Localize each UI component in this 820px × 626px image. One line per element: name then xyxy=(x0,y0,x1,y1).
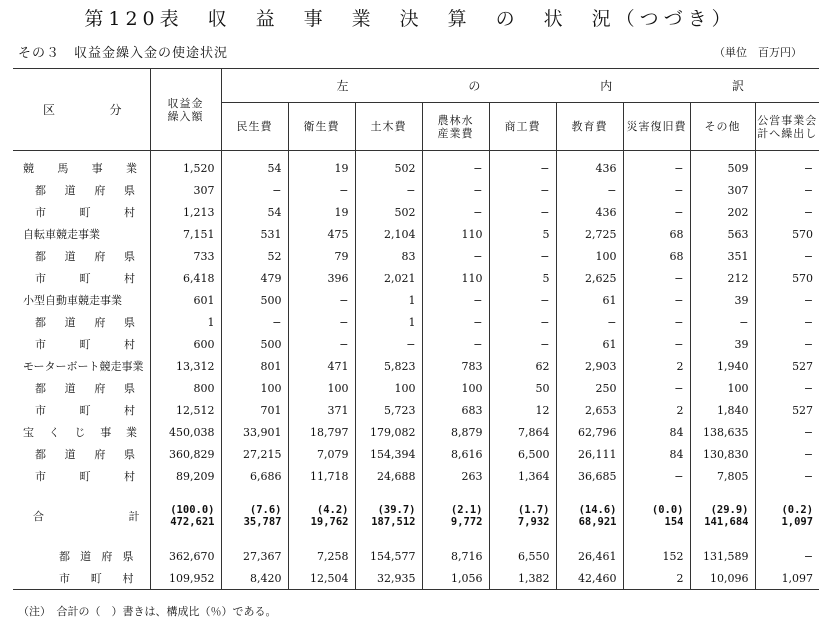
cell-value: − xyxy=(623,267,690,289)
table-row xyxy=(13,443,819,465)
row-label: 自転車競走事業 xyxy=(23,228,100,241)
cell-value: 26,111 xyxy=(556,443,623,465)
cell-value: 2,903 xyxy=(556,355,623,377)
row-label: 小型自動車競走事業 xyxy=(23,294,122,307)
cell-value: 50 xyxy=(489,377,556,399)
row-label: 都 道 府 県 xyxy=(35,382,135,395)
cell-value: − xyxy=(489,151,556,180)
total-value: 1,097 xyxy=(781,516,814,528)
cell-value: 5,823 xyxy=(355,355,422,377)
table-row xyxy=(13,201,819,223)
cell-value: 570 xyxy=(755,267,819,289)
cell-value: 6,686 xyxy=(221,465,288,487)
cell-value: − xyxy=(422,289,489,311)
cell-value: 2,104 xyxy=(355,223,422,245)
total-cell xyxy=(422,487,489,545)
cell-value: 2,625 xyxy=(556,267,623,289)
cell-value: 701 xyxy=(221,399,288,421)
cell-value: 600 xyxy=(150,333,221,355)
ratio-value: (0.0) xyxy=(651,504,684,516)
cell-value: − xyxy=(221,179,288,201)
cell-value: 61 xyxy=(556,289,623,311)
cell-value: − xyxy=(489,289,556,311)
ratio-value: (0.2) xyxy=(781,504,814,516)
cell-value: 19 xyxy=(288,201,355,223)
table-row xyxy=(13,333,819,355)
row-label: モーターボート競走事業 xyxy=(23,360,144,373)
cell-value: 179,082 xyxy=(355,421,422,443)
cell-value: 527 xyxy=(755,399,819,421)
table-title: 第120表 収 益 事 業 決 算 の 状 況（つづき） xyxy=(84,8,736,30)
cell-value: 527 xyxy=(755,355,819,377)
cell-value: 563 xyxy=(690,223,755,245)
cell-value: − xyxy=(489,179,556,201)
cell-value: − xyxy=(556,311,623,333)
cell-value: − xyxy=(556,179,623,201)
ratio-value: (14.6) xyxy=(578,504,617,516)
cell-value: − xyxy=(355,179,422,201)
cell-value: 2,725 xyxy=(556,223,623,245)
ratio-value: (29.9) xyxy=(710,504,749,516)
cell-value: 154,577 xyxy=(355,545,422,567)
row-label: 都 道 府 県 xyxy=(35,250,135,263)
ratio-value: (39.7) xyxy=(377,504,416,516)
row-label: 競 馬 事 業 xyxy=(23,162,137,175)
cell-value: − xyxy=(755,245,819,267)
table-row xyxy=(13,245,819,267)
table-row xyxy=(13,377,819,399)
column-header: 教育費 xyxy=(556,103,623,151)
total-value: 68,921 xyxy=(578,516,617,528)
cell-value: − xyxy=(623,201,690,223)
cell-value: 100 xyxy=(288,377,355,399)
cell-value: 250 xyxy=(556,377,623,399)
column-header: 公営事業会 計へ繰出し xyxy=(755,103,819,151)
total-value: 141,684 xyxy=(704,516,749,528)
cell-value: 683 xyxy=(422,399,489,421)
total-value: 187,512 xyxy=(371,516,416,528)
cell-value: − xyxy=(422,245,489,267)
cell-value: 601 xyxy=(150,289,221,311)
cell-value: 100 xyxy=(422,377,489,399)
cell-value: 68 xyxy=(623,223,690,245)
ratio-value: (7.6) xyxy=(249,504,282,516)
table-row xyxy=(13,311,819,333)
cell-value: − xyxy=(755,333,819,355)
cell-value: 109,952 xyxy=(150,567,221,590)
cell-value: − xyxy=(422,333,489,355)
total-value: 9,772 xyxy=(450,516,483,528)
cell-value: 471 xyxy=(288,355,355,377)
cell-value: 263 xyxy=(422,465,489,487)
total-row xyxy=(13,487,819,545)
cell-value: 436 xyxy=(556,201,623,223)
header-breakdown: 左 の 内 訳 xyxy=(221,69,819,103)
table-row xyxy=(13,267,819,289)
cell-value: − xyxy=(755,151,819,180)
cell-value: 5 xyxy=(489,223,556,245)
cell-value: 83 xyxy=(355,245,422,267)
cell-value: − xyxy=(422,179,489,201)
cell-value: 8,420 xyxy=(221,567,288,590)
cell-value: 39 xyxy=(690,333,755,355)
cell-value: 12,504 xyxy=(288,567,355,590)
total-cell xyxy=(690,487,755,545)
cell-value: − xyxy=(623,289,690,311)
cell-value: 39 xyxy=(690,289,755,311)
cell-value: 54 xyxy=(221,201,288,223)
cell-value: 531 xyxy=(221,223,288,245)
cell-value: 436 xyxy=(556,151,623,180)
unit-label: （単位 百万円） xyxy=(714,46,802,59)
cell-value: 54 xyxy=(221,151,288,180)
cell-value: 32,935 xyxy=(355,567,422,590)
cell-value: − xyxy=(623,311,690,333)
cell-value: 8,716 xyxy=(422,545,489,567)
table-row xyxy=(13,289,819,311)
cell-value: 450,038 xyxy=(150,421,221,443)
cell-value: 479 xyxy=(221,267,288,289)
row-label: 市 町 村 xyxy=(35,338,135,351)
header-revenue: 収益金 繰入額 xyxy=(150,69,221,151)
cell-value: 138,635 xyxy=(690,421,755,443)
cell-value: 79 xyxy=(288,245,355,267)
cell-value: − xyxy=(489,245,556,267)
table-row xyxy=(13,151,819,180)
cell-value: 10,096 xyxy=(690,567,755,590)
cell-value: 8,616 xyxy=(422,443,489,465)
cell-value: 500 xyxy=(221,333,288,355)
cell-value: 502 xyxy=(355,201,422,223)
cell-value: − xyxy=(690,311,755,333)
cell-value: − xyxy=(623,179,690,201)
column-header: 災害復旧費 xyxy=(623,103,690,151)
cell-value: 62,796 xyxy=(556,421,623,443)
total-value: 154 xyxy=(664,516,684,528)
cell-value: 84 xyxy=(623,421,690,443)
cell-value: 84 xyxy=(623,443,690,465)
cell-value: 26,461 xyxy=(556,545,623,567)
ratio-value: (100.0) xyxy=(170,504,215,516)
row-label: 都 道 府 県 xyxy=(35,184,135,197)
total-cell xyxy=(288,487,355,545)
table-body xyxy=(13,151,819,590)
data-table xyxy=(13,68,819,590)
cell-value: − xyxy=(422,201,489,223)
row-label: 都 道 府 県 xyxy=(59,550,134,563)
cell-value: − xyxy=(489,333,556,355)
cell-value: − xyxy=(288,333,355,355)
cell-value: 33,901 xyxy=(221,421,288,443)
cell-value: 1 xyxy=(355,311,422,333)
table-row xyxy=(13,179,819,201)
total-cell xyxy=(355,487,422,545)
cell-value: 1,213 xyxy=(150,201,221,223)
cell-value: − xyxy=(288,289,355,311)
cell-value: 1,364 xyxy=(489,465,556,487)
cell-value: 5,723 xyxy=(355,399,422,421)
cell-value: − xyxy=(422,151,489,180)
row-label: 市 町 村 xyxy=(13,567,150,590)
cell-value: 1,097 xyxy=(755,567,819,590)
cell-value: 1 xyxy=(150,311,221,333)
ratio-value: (2.1) xyxy=(450,504,483,516)
cell-value: 7,079 xyxy=(288,443,355,465)
total-value: 19,762 xyxy=(310,516,349,528)
cell-value: 27,367 xyxy=(221,545,288,567)
total-cell xyxy=(150,487,221,545)
cell-value: − xyxy=(755,289,819,311)
cell-value: 100 xyxy=(690,377,755,399)
table-row xyxy=(13,355,819,377)
cell-value: 36,685 xyxy=(556,465,623,487)
cell-value: − xyxy=(623,333,690,355)
column-header: 農林水 産業費 xyxy=(422,103,489,151)
ratio-value: (4.2) xyxy=(316,504,349,516)
cell-value: 351 xyxy=(690,245,755,267)
cell-value: 12 xyxy=(489,399,556,421)
cell-value: 502 xyxy=(355,151,422,180)
cell-value: 2 xyxy=(623,355,690,377)
cell-value: 89,209 xyxy=(150,465,221,487)
cell-value: 1,840 xyxy=(690,399,755,421)
cell-value: 475 xyxy=(288,223,355,245)
cell-value: − xyxy=(755,377,819,399)
cell-value: 2,021 xyxy=(355,267,422,289)
row-label: 宝 く じ 事 業 xyxy=(23,426,137,439)
cell-value: 19 xyxy=(288,151,355,180)
row-label: 市 町 村 xyxy=(35,470,135,483)
cell-value: − xyxy=(755,421,819,443)
cell-value: − xyxy=(355,333,422,355)
column-header: 衛生費 xyxy=(288,103,355,151)
cell-value: − xyxy=(755,311,819,333)
cell-value: 8,879 xyxy=(422,421,489,443)
row-label: 市 町 村 xyxy=(35,404,135,417)
cell-value: 360,829 xyxy=(150,443,221,465)
cell-value: − xyxy=(288,179,355,201)
cell-value: 13,312 xyxy=(150,355,221,377)
cell-value: 2,653 xyxy=(556,399,623,421)
row-label: 都 道 府 県 xyxy=(35,316,135,329)
cell-value: 42,460 xyxy=(556,567,623,590)
cell-value: 1,940 xyxy=(690,355,755,377)
cell-value: − xyxy=(422,311,489,333)
cell-value: 110 xyxy=(422,223,489,245)
total-cell xyxy=(221,487,288,545)
cell-value: 371 xyxy=(288,399,355,421)
cell-value: 7,258 xyxy=(288,545,355,567)
cell-value: − xyxy=(623,151,690,180)
cell-value: 783 xyxy=(422,355,489,377)
table-row xyxy=(13,465,819,487)
row-label: 市 町 村 xyxy=(35,272,135,285)
cell-value: 7,805 xyxy=(690,465,755,487)
row-label: 合 計 xyxy=(33,510,140,523)
cell-value: 130,830 xyxy=(690,443,755,465)
row-label: 市 町 村 xyxy=(35,206,135,219)
cell-value: − xyxy=(221,311,288,333)
cell-value: 131,589 xyxy=(690,545,755,567)
cell-value: 100 xyxy=(221,377,288,399)
cell-value: 27,215 xyxy=(221,443,288,465)
cell-value: 202 xyxy=(690,201,755,223)
table-row xyxy=(13,567,819,590)
column-header: その他 xyxy=(690,103,755,151)
cell-value: − xyxy=(755,465,819,487)
table-row xyxy=(13,545,819,567)
cell-value: 307 xyxy=(150,179,221,201)
total-value: 35,787 xyxy=(243,516,282,528)
column-header: 商工費 xyxy=(489,103,556,151)
cell-value: − xyxy=(755,443,819,465)
cell-value: 396 xyxy=(288,267,355,289)
table-row xyxy=(13,223,819,245)
cell-value: 1,520 xyxy=(150,151,221,180)
cell-value: 100 xyxy=(556,245,623,267)
header-kubun: 区 分 xyxy=(13,69,150,151)
cell-value: 2 xyxy=(623,567,690,590)
cell-value: − xyxy=(489,311,556,333)
cell-value: 24,688 xyxy=(355,465,422,487)
cell-value: 6,418 xyxy=(150,267,221,289)
cell-value: 110 xyxy=(422,267,489,289)
total-cell xyxy=(755,487,819,545)
cell-value: − xyxy=(489,201,556,223)
cell-value: 307 xyxy=(690,179,755,201)
total-cell xyxy=(556,487,623,545)
cell-value: 152 xyxy=(623,545,690,567)
cell-value: 154,394 xyxy=(355,443,422,465)
cell-value: 52 xyxy=(221,245,288,267)
cell-value: 800 xyxy=(150,377,221,399)
cell-value: 100 xyxy=(355,377,422,399)
cell-value: − xyxy=(755,179,819,201)
cell-value: 11,718 xyxy=(288,465,355,487)
table-header xyxy=(13,69,819,151)
cell-value: 212 xyxy=(690,267,755,289)
table-row xyxy=(13,399,819,421)
cell-value: 733 xyxy=(150,245,221,267)
cell-value: − xyxy=(288,311,355,333)
cell-value: 1,056 xyxy=(422,567,489,590)
table-row xyxy=(13,421,819,443)
cell-value: 12,512 xyxy=(150,399,221,421)
cell-value: 18,797 xyxy=(288,421,355,443)
cell-value: 801 xyxy=(221,355,288,377)
column-header: 土木費 xyxy=(355,103,422,151)
cell-value: 1,382 xyxy=(489,567,556,590)
total-cell xyxy=(623,487,690,545)
cell-value: − xyxy=(623,377,690,399)
row-label: 都 道 府 県 xyxy=(35,448,135,461)
table-subtitle: その３ 収益金繰入金の使途状況 xyxy=(18,46,229,61)
cell-value: 7,864 xyxy=(489,421,556,443)
cell-value: 2 xyxy=(623,399,690,421)
column-header: 民生費 xyxy=(221,103,288,151)
cell-value: 7,151 xyxy=(150,223,221,245)
cell-value: 570 xyxy=(755,223,819,245)
footnote: （注） 合計の（ ）書きは、構成比（％）である。 xyxy=(18,605,277,618)
cell-value: 62 xyxy=(489,355,556,377)
cell-value: − xyxy=(755,201,819,223)
ratio-value: (1.7) xyxy=(517,504,550,516)
cell-value: 6,500 xyxy=(489,443,556,465)
cell-value: 5 xyxy=(489,267,556,289)
cell-value: 6,550 xyxy=(489,545,556,567)
cell-value: 362,670 xyxy=(150,545,221,567)
cell-value: 68 xyxy=(623,245,690,267)
cell-value: − xyxy=(623,465,690,487)
total-cell xyxy=(489,487,556,545)
total-value: 472,621 xyxy=(170,516,215,528)
cell-value: 500 xyxy=(221,289,288,311)
cell-value: − xyxy=(755,545,819,567)
cell-value: 1 xyxy=(355,289,422,311)
total-value: 7,932 xyxy=(517,516,550,528)
cell-value: 61 xyxy=(556,333,623,355)
cell-value: 509 xyxy=(690,151,755,180)
